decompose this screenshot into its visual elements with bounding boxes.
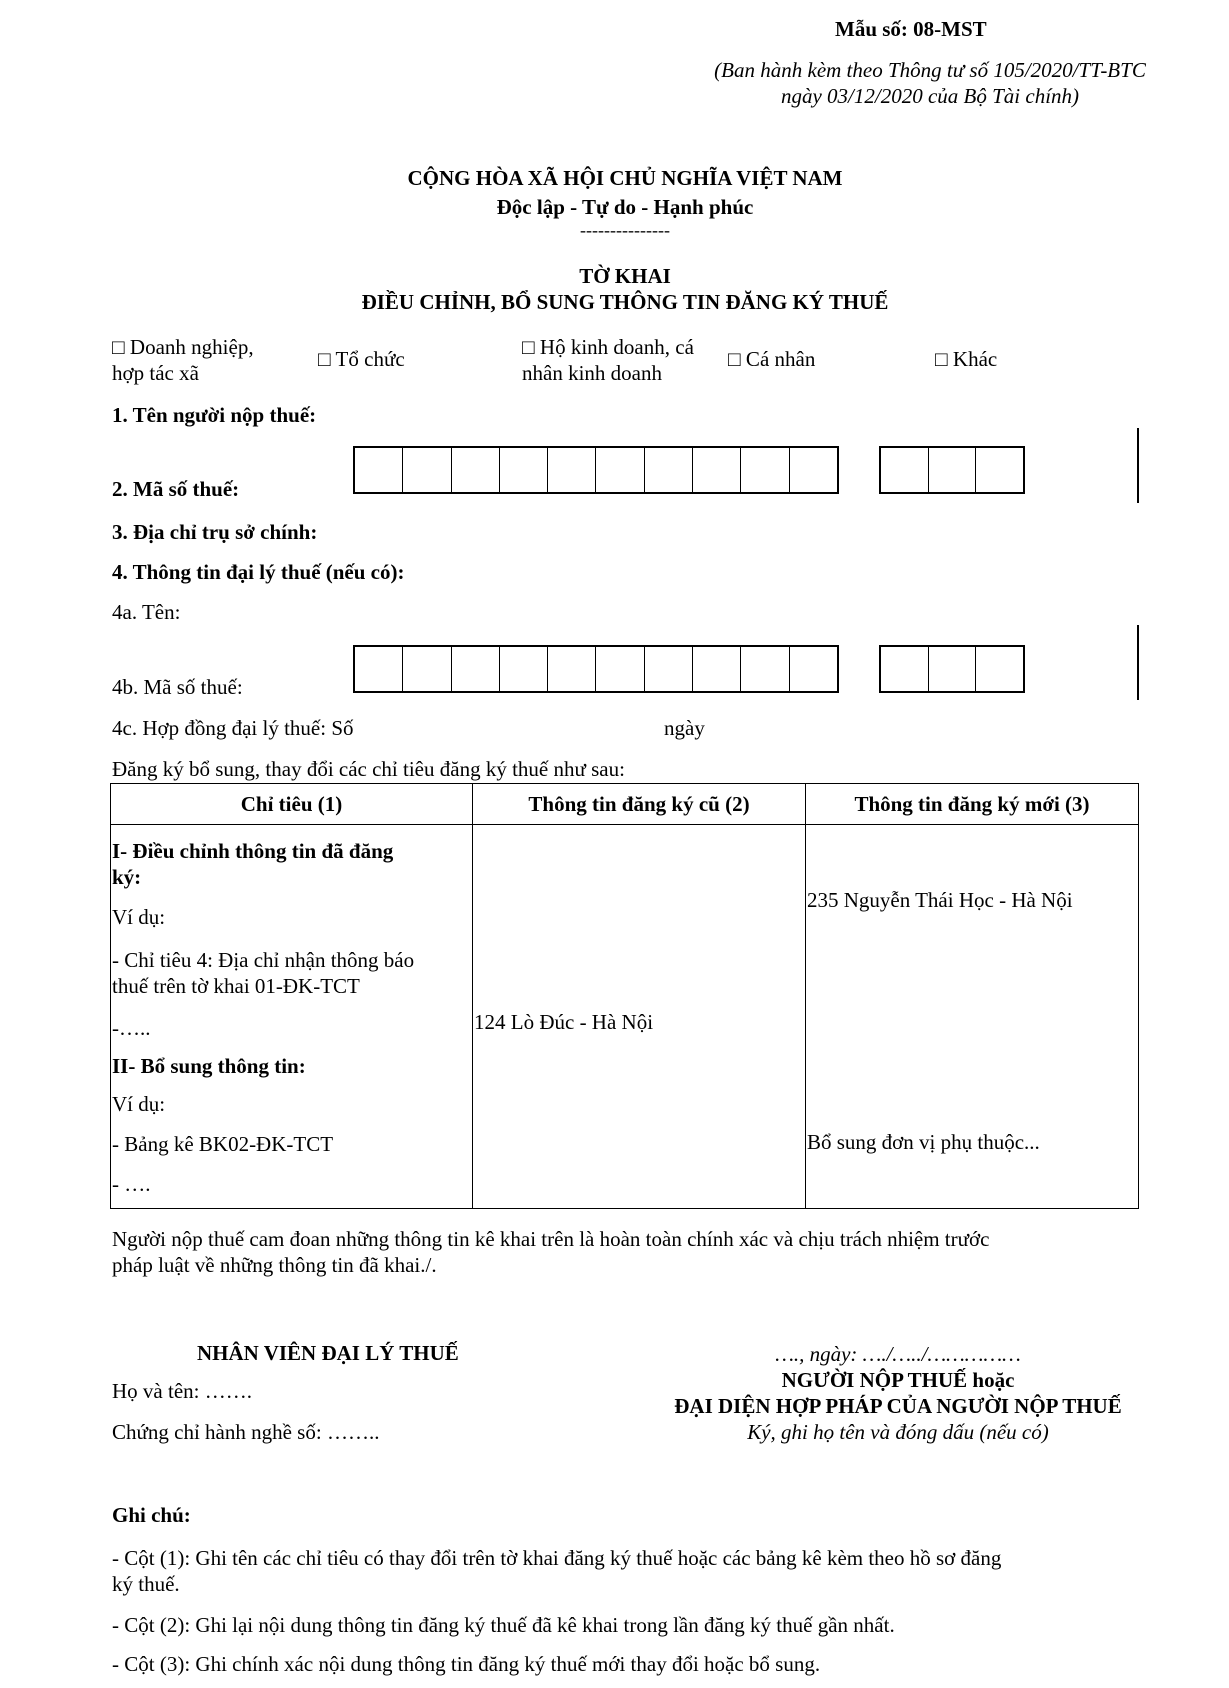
note-col3: - Cột (3): Ghi chính xác nội dung thông tin đăng ký thuế mới thay đổi hoặc bổ sung. [112, 1652, 821, 1676]
agent-staff-cert: Chứng chỉ hành nghề số: …….. [112, 1420, 380, 1444]
header-new-info: Thông tin đăng ký mới (3) [806, 784, 1139, 825]
issued-by [650, 57, 1210, 109]
agent-tax-code-input[interactable] [353, 645, 839, 693]
indicator-cell [111, 825, 473, 1209]
old-address-value: 124 Lò Đúc - Hà Nội [474, 1010, 654, 1034]
new-supplement-value: Bổ sung đơn vị phụ thuộc... [807, 1130, 1040, 1154]
item-more: - …. [112, 1172, 151, 1196]
margin-line [1137, 625, 1139, 700]
table-row [111, 825, 1139, 1209]
example-label: Ví dụ: [112, 1092, 166, 1116]
issued-by-line2: ngày 03/12/2020 của Bộ Tài chính) [780, 84, 1080, 108]
signer-instruction: Ký, ghi họ tên và đóng dấu (nếu có) [747, 1420, 1049, 1444]
form-number: Mẫu số: 08-MST [835, 17, 987, 41]
motto: Độc lập - Tự do - Hạnh phúc [496, 195, 754, 219]
notes-title: Ghi chú: [112, 1503, 191, 1527]
agent-tax-code-branch-input[interactable] [879, 645, 1025, 693]
old-info-cell [473, 825, 806, 1209]
margin-line [1137, 428, 1139, 503]
agent-name-label: 4a. Tên: [112, 600, 181, 624]
tax-code-input[interactable] [353, 446, 839, 494]
note-col1: - Cột (1): Ghi tên các chỉ tiêu có thay đổi trên tờ khai đăng ký thuế hoặc các bảng kê kèm theo hồ sơ đăng ký thuế. [112, 1546, 1002, 1596]
intro-text: Đăng ký bổ sung, thay đổi các chỉ tiêu đăng ký thuế như sau: [112, 757, 625, 781]
header-indicator: Chỉ tiêu (1) [111, 784, 473, 825]
republic-title: CỘNG HÒA XÃ HỘI CHỦ NGHĨA VIỆT NAM [407, 166, 843, 190]
issued-by-line1: (Ban hành kèm theo Thông tư số 105/2020/TT-BTC [714, 58, 1146, 82]
tax-code-branch-input[interactable] [879, 446, 1025, 494]
section-adjust-title-cont: ký: [112, 865, 142, 889]
agent-tax-code-label: 4b. Mã số thuế: [112, 675, 243, 699]
signer-title-2: ĐẠI DIỆN HỢP PHÁP CỦA NGƯỜI NỘP THUẾ [674, 1394, 1122, 1418]
new-address-value: 235 Nguyễn Thái Học - Hà Nội [807, 888, 1073, 912]
agent-info-label: 4. Thông tin đại lý thuế (nếu có): [112, 560, 405, 584]
new-info-cell [806, 825, 1139, 1209]
checkbox-household[interactable]: □ Hộ kinh doanh, cá nhân kinh doanh [522, 335, 694, 385]
note-col2: - Cột (2): Ghi lại nội dung thông tin đăng ký thuế đã kê khai trong lần đăng ký thuế gần nhất. [112, 1613, 895, 1637]
signer-date: …., ngày: …./…../…………… [775, 1342, 1021, 1366]
section-adjust-title: I- Điều chỉnh thông tin đã đăng [112, 839, 394, 863]
doc-subtitle: ĐIỀU CHỈNH, BỔ SUNG THÔNG TIN ĐĂNG KÝ THUẾ [361, 290, 889, 314]
doc-title: TỜ KHAI [579, 264, 671, 288]
signer-title: NGƯỜI NỘP THUẾ hoặc [781, 1368, 1015, 1392]
commitment-text: Người nộp thuế cam đoan những thông tin kê khai trên là hoàn toàn chính xác và chịu trách nhiệm trước pháp luật về những thông tin đã khai./. [112, 1227, 990, 1277]
signer-block [578, 1341, 1218, 1445]
address-label: 3. Địa chỉ trụ sở chính: [112, 520, 318, 544]
taxpayer-name-label: 1. Tên người nộp thuế: [112, 403, 317, 427]
motto-rule: --------------- [580, 220, 670, 240]
table-header-row [111, 784, 1139, 825]
agent-contract-label: 4c. Hợp đồng đại lý thuế: Số [112, 716, 354, 740]
section-supplement-title: II- Bổ sung thông tin: [112, 1054, 306, 1078]
checkbox-individual[interactable]: □ Cá nhân [728, 347, 816, 371]
agent-contract-date-label: ngày [664, 716, 705, 740]
checkbox-enterprise[interactable]: □ Doanh nghiệp, hợp tác xã [112, 335, 254, 385]
agent-staff-title: NHÂN VIÊN ĐẠI LÝ THUẾ [197, 1341, 459, 1365]
header-old-info: Thông tin đăng ký cũ (2) [473, 784, 806, 825]
item-address-cont: thuế trên tờ khai 01-ĐK-TCT [112, 974, 360, 998]
checkbox-other[interactable]: □ Khác [935, 347, 998, 371]
item-address: - Chỉ tiêu 4: Địa chỉ nhận thông báo [112, 948, 415, 972]
item-bk02: - Bảng kê BK02-ĐK-TCT [112, 1132, 334, 1156]
registration-table [110, 783, 1139, 1209]
tax-code-label: 2. Mã số thuế: [112, 477, 240, 501]
example-label: Ví dụ: [112, 905, 166, 929]
agent-staff-name: Họ và tên: ……. [112, 1379, 252, 1403]
checkbox-organization[interactable]: □ Tổ chức [318, 347, 405, 371]
item-more: -….. [112, 1016, 151, 1040]
